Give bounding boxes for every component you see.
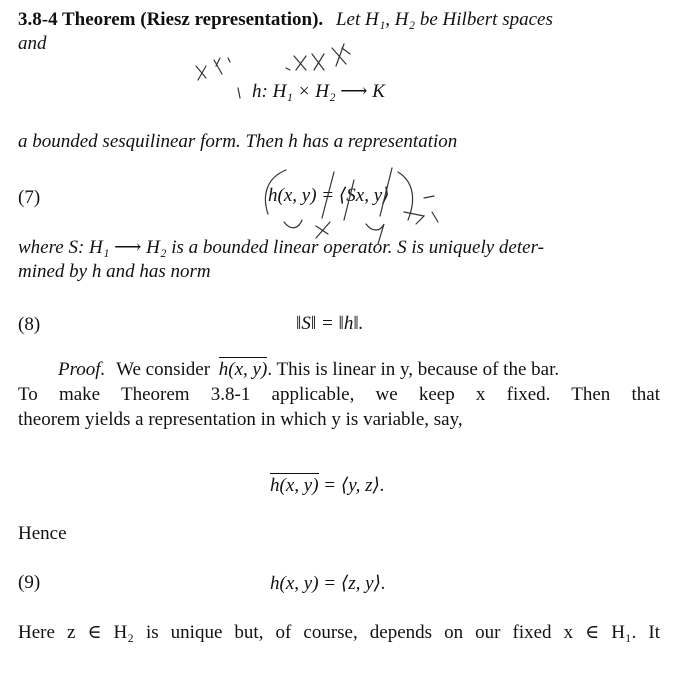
text-hence: Hence — [18, 523, 67, 544]
text-bounded-form: a bounded sesquilinear form. Then h has a representation — [18, 131, 458, 152]
text-where-s-line2: mined by h and has norm — [18, 261, 211, 282]
proof-line-1-b: . This is linear in y, because of the bar. — [267, 359, 560, 380]
equation-8-number: (8) — [18, 314, 41, 335]
equation-9: h(x, y) = ⟨z, y⟩. — [270, 573, 386, 594]
scribble-mark — [312, 54, 324, 70]
scribble-mark — [424, 196, 434, 198]
scribble-mark — [398, 172, 413, 220]
proof-line-1 — [58, 358, 559, 382]
proof-line-1-a: We consider — [116, 359, 211, 380]
equation-8: ‖S‖ = ‖h‖. — [296, 313, 364, 334]
scribble-mark — [404, 212, 424, 224]
equation-9-number: (9) — [18, 572, 41, 593]
theorem-intro-continued: and — [18, 33, 47, 54]
scribble-mark — [196, 66, 206, 80]
theorem-heading — [18, 8, 553, 32]
conjugate-equation-rest: = ⟨y, z⟩. — [318, 475, 385, 496]
equation-7-number: (7) — [18, 187, 41, 208]
text-where-s-line1: where S: H₁ ⟶ H₂ is a bounded linear operator. S is uniquely deter- — [18, 237, 544, 258]
text-here-z: Here z ∈ H₂ is unique but, of course, depends on our fixed x ∈ H₁. It — [18, 622, 660, 643]
proof-line-2: To make Theorem 3.8-1 applicable, we keep x fixed. Then that — [18, 384, 660, 405]
proof-line-3: theorem yields a representation in which y is variable, say, — [18, 409, 463, 430]
scribble-mark — [432, 212, 438, 222]
proof-label: Proof. — [58, 359, 106, 380]
scribble-mark — [286, 68, 290, 70]
scribble-mark — [238, 88, 240, 98]
proof-conjugate-h: h(x, y) — [218, 359, 268, 380]
scribble-mark — [332, 44, 350, 66]
scribble-mark — [214, 58, 222, 74]
conjugate-h: h(x, y) — [270, 475, 319, 496]
conjugate-equation — [270, 474, 385, 497]
scribble-mark — [228, 58, 230, 62]
theorem-intro: Let H₁, H₂ be Hilbert spaces — [335, 9, 553, 30]
equation-7: h(x, y) = ⟨Sx, y⟩ — [268, 185, 390, 206]
mapping-equation: h: H₁ × H₂ ⟶ K — [252, 81, 385, 102]
scribble-mark — [284, 220, 302, 228]
theorem-label: 3.8-4 Theorem (Riesz representation). — [18, 9, 324, 30]
scribble-mark — [294, 56, 306, 70]
